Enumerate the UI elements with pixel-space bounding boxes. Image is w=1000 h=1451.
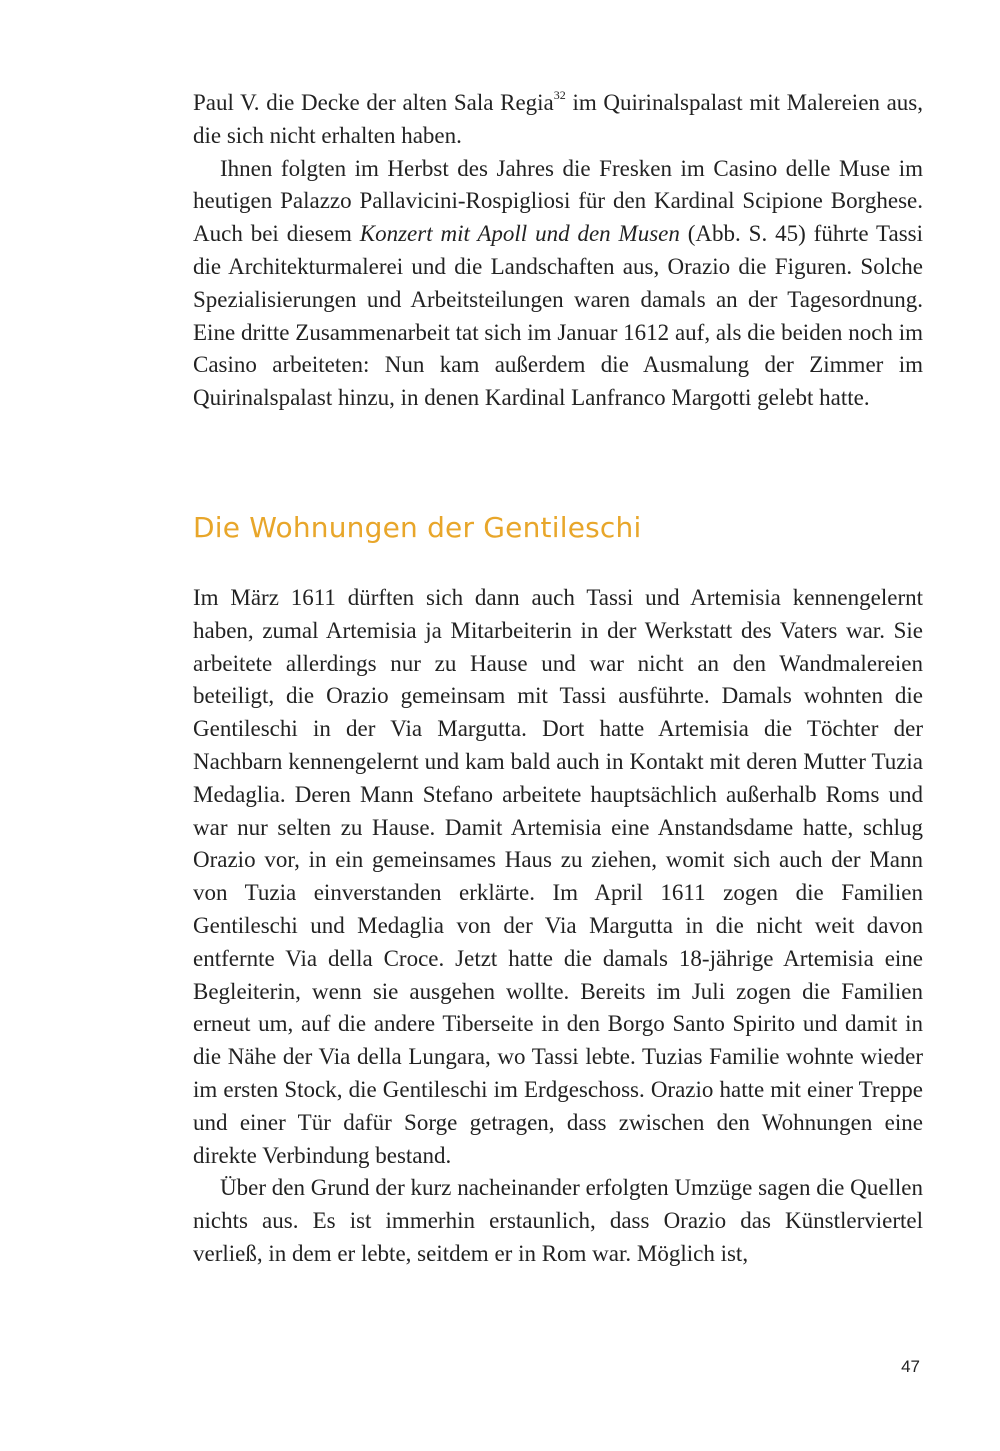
body-text-section-2 bbox=[193, 582, 923, 1271]
body-text-section-1 bbox=[193, 87, 923, 415]
paragraph: Im März 1611 dürften sich dann auch Tassi und Artemisia kennengelernt haben, zumal Artemisia ja Mitarbeiterin in der Werkstatt des Vaters war. Sie arbeitete allerdings nur zu Hause und war nicht an den Wandmalereien beteiligt, die Orazio gemeinsam mit Tassi ausführte. Damals wohnten die Gentileschi in der Via Margutta. Dort hatte Artemisia die Töchter der Nachbarn kennengelernt und kam bald auch in Kontakt mit deren Mutter Tuzia Medaglia. Deren Mann Stefano arbeitete hauptsächlich außerhalb Roms und war nur selten zu Hause. Damit Artemisia eine Anstandsdame hatte, schlug Orazio vor, in ein gemeinsames Haus zu ziehen, womit sich auch der Mann von Tuzia einverstanden erklärte. Im April 1611 zogen die Familien Gentileschi und Medaglia von der Via Margutta in die nicht weit davon entfernte Via della Croce. Jetzt hatte die damals 18-jährige Artemisia eine Begleiterin, wenn sie ausgehen wollte. Bereits im Juli zogen die Familien erneut um, auf die andere Tiberseite in den Borgo Santo Spirito und damit in die Nähe der Via della Lungara, wo Tassi lebte. Tuzias Familie wohnte wieder im ersten Stock, die Gentileschi im Erdgeschoss. Orazio hatte mit einer Treppe und einer Tür dafür Sorge getragen, dass zwischen den Wohnungen eine direkte Verbindung bestand. bbox=[193, 585, 923, 1168]
section-heading: Die Wohnungen der Gentileschi bbox=[193, 511, 642, 544]
paragraph: Über den Grund der kurz nacheinander erfolgten Umzüge sagen die Quellen nichts aus. Es ist immerhin erstaunlich, dass Orazio das Künstlerviertel verließ, in dem er lebte, seitdem er in Rom war. Möglich ist, bbox=[193, 1175, 923, 1266]
text-run: Paul V. die Decke der alten Sala Regia bbox=[193, 90, 554, 115]
text-run: Ihnen folgten im Herbst des Jahres die Fresken im Casino delle Muse im heutigen Palazzo Pallavicini-Rospigliosi für den Kardinal Scipione Borghese. Auch bei diesem bbox=[193, 155, 923, 247]
page-number: 47 bbox=[901, 1357, 920, 1376]
text-run: (Abb. S. 45) führte Tassi die Architekturmalerei und die Landschaften aus, Orazio die Figuren. Solche Spezialisierungen und Arbeitsteilungen waren damals an der Tagesordnung. Eine dritte Zusammenarbeit tat sich im Januar 1612 auf, als die beiden noch im Casino arbeiteten: Nun kam außerdem die Ausmalung der Zimmer im Quirinalspalast hinzu, in denen Kardinal Lanfranco Margotti gelebt hatte. bbox=[193, 221, 923, 411]
text-run: im Quirinalspalast mit Malereien aus, die sich nicht erhalten haben. bbox=[193, 90, 923, 148]
footnote-reference: 32 bbox=[553, 88, 566, 102]
paragraph bbox=[193, 153, 923, 415]
artwork-title: Konzert mit Apoll und den Musen bbox=[359, 221, 680, 247]
paragraph bbox=[193, 87, 923, 153]
